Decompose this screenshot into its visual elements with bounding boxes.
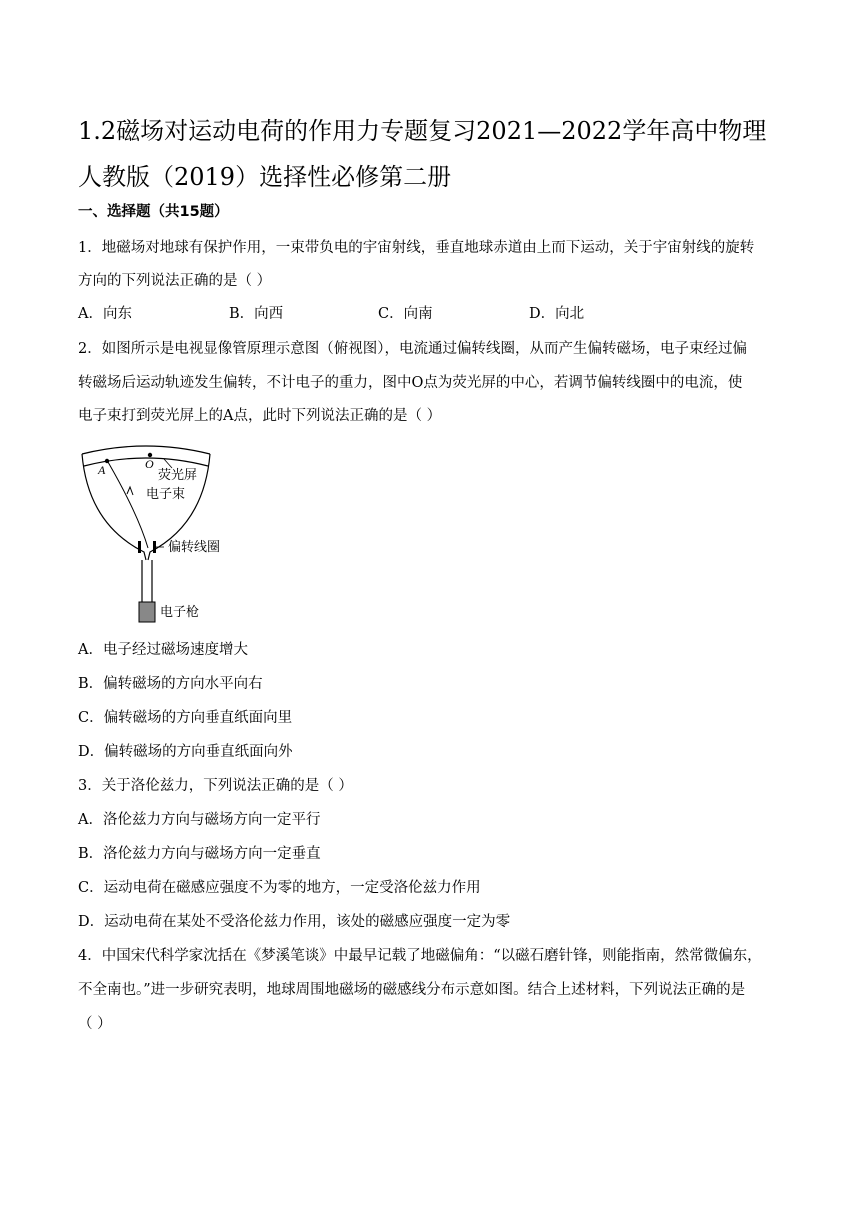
q3-option-b: B．洛伦兹力方向与磁场方向一定垂直 — [78, 846, 321, 862]
q1-option-c: C．向南 — [378, 306, 433, 322]
q1-stem-line1: 1．地磁场对地球有保护作用，一束带负电的宇宙射线，垂直地球赤道由上而下运动，关于宇宙射线的旋转 — [78, 240, 755, 256]
electron-beam-path — [108, 462, 148, 548]
q1-option-b: B．向西 — [229, 306, 284, 322]
q2-option-b: B．偏转磁场的方向水平向右 — [78, 676, 263, 692]
crt-diagram — [78, 444, 278, 624]
document-title: 1.2磁场对运动电荷的作用力专题复习2021—2022学年高中物理人教版（2019）选择性必修第二册 — [78, 117, 767, 191]
q3-stem-line1: 3．关于洛伦兹力，下列说法正确的是（ ） — [78, 778, 353, 794]
coil-right — [153, 541, 156, 553]
q4-stem-line2: 不全南也。”进一步研究表明，地球周围地磁场的磁感线分布示意如图。结合上述材料，下列说法正确的是 — [78, 982, 746, 998]
label-gun: 电子枪 — [160, 605, 200, 620]
label-a: A — [98, 463, 106, 477]
q1-option-d: D．向北 — [529, 306, 585, 322]
q1-options — [78, 304, 778, 324]
q3-option-d: D．运动电荷在某处不受洛伦兹力作用，该处的磁感应强度一定为零 — [78, 914, 511, 930]
screen-outer-arc — [82, 446, 210, 454]
q1-stem-line2: 方向的下列说法正确的是（ ） — [78, 273, 272, 289]
q4-stem-line1: 4．中国宋代科学家沈括在《梦溪笔谈》中最早记载了地磁偏角：“以磁石磨针锋，则能指南，然常微偏东， — [78, 948, 762, 964]
beam-arrow — [127, 487, 133, 495]
q2-stem-line2: 转磁场后运动轨迹发生偏转，不计电子的重力，图中O点为荧光屏的中心，若调节偏转线圈中的电流，使 — [78, 375, 743, 391]
q2-option-d: D．偏转磁场的方向垂直纸面向外 — [78, 744, 293, 760]
label-o: O — [145, 457, 154, 471]
screen-pointer — [164, 459, 172, 468]
q2-stem-line1: 2．如图所示是电视显像管原理示意图（俯视图），电流通过偏转线圈，从而产生偏转磁场，电子束经过偏 — [78, 341, 747, 357]
label-beam: 电子束 — [146, 487, 186, 502]
label-screen: 荧光屏 — [158, 468, 198, 483]
section-heading: 一、选择题（共15题） — [78, 204, 229, 220]
label-coil: 偏转线圈 — [168, 540, 221, 555]
q2-option-a: A．电子经过磁场速度增大 — [78, 642, 248, 658]
q3-option-a: A．洛伦兹力方向与磁场方向一定平行 — [78, 812, 321, 828]
coil-left — [138, 541, 141, 553]
q1-option-a: A．向东 — [78, 306, 132, 322]
q3-option-c: C．运动电荷在磁感应强度不为零的地方，一定受洛伦兹力作用 — [78, 880, 481, 896]
q2-option-c: C．偏转磁场的方向垂直纸面向里 — [78, 710, 293, 726]
q2-stem-line3: 电子束打到荧光屏上的A点，此时下列说法正确的是（ ） — [78, 408, 442, 424]
q4-stem-line3: （ ） — [78, 1016, 112, 1032]
electron-gun — [139, 602, 155, 622]
